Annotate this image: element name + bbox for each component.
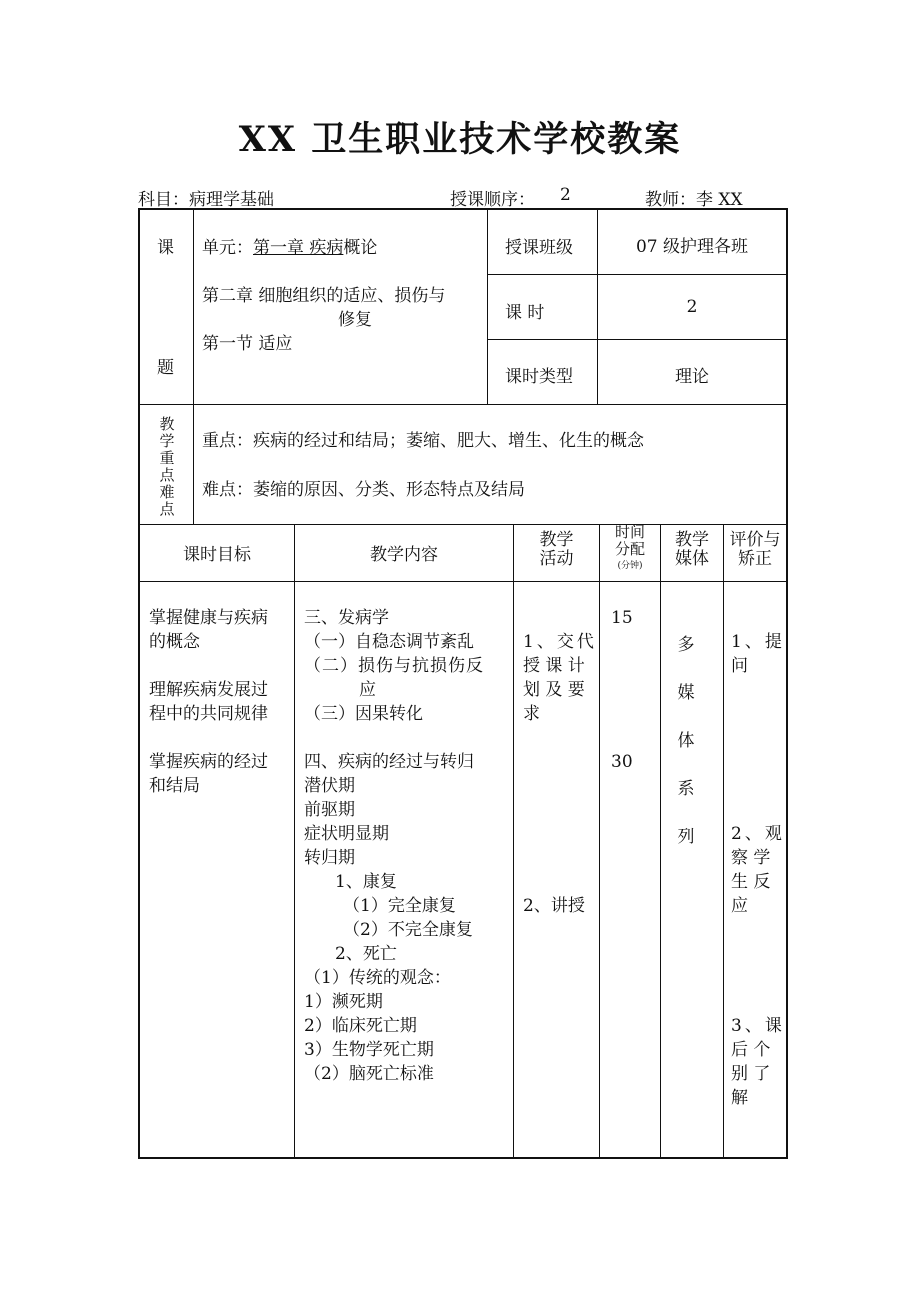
rule-topic-right-2 (487, 339, 786, 340)
content-line: 2、死亡 (335, 944, 397, 964)
objective-line: 的概念 (149, 632, 200, 652)
activity-line: 求 (523, 704, 540, 724)
evaluation-line: 应 (731, 896, 748, 916)
content-line: 三、发病学 (304, 608, 389, 628)
content-line: （1）完全康复 (343, 896, 456, 916)
evaluation-line: 后 个 (731, 1040, 771, 1060)
keypoints-difficult: 难点：萎缩的原因、分类、形态特点及结局 (202, 480, 525, 500)
rule-after-column-header (140, 581, 786, 582)
media-char: 媒 (677, 683, 695, 703)
evaluation-line: 3、课 (731, 1016, 785, 1036)
class-value: 07 级护理各班 (635, 237, 749, 257)
evaluation-line: 察 学 (731, 848, 771, 868)
page-title: XX 卫生职业技术学校教案 (238, 119, 682, 160)
chapter2-line1: 第二章 细胞组织的适应、损伤与 (202, 286, 446, 306)
keypoints-label-char: 点 (159, 466, 175, 484)
col-objectives: 课时目标 (183, 545, 251, 565)
rule-label-column (193, 210, 194, 524)
evaluation-line: 2、观 (731, 824, 785, 844)
time-value: 30 (611, 752, 633, 772)
col-evaluation: 评价与 矫正 (729, 530, 781, 569)
keypoints-key: 重点：疾病的经过和结局；萎缩、肥大、增生、化生的概念 (202, 431, 644, 451)
rule-topic-middle (487, 210, 488, 404)
content-line: （1）传统的观念： (304, 968, 451, 988)
rule-activity (599, 524, 600, 1157)
activity-line: 1、交代 (523, 632, 597, 652)
activity-line: 2、讲授 (523, 896, 585, 916)
objective-line: 掌握疾病的经过 (149, 752, 268, 772)
type-label: 课时类型 (505, 367, 573, 387)
media-char: 体 (677, 731, 695, 751)
rule-media (723, 524, 724, 1157)
col-time: 时间 分配 (分钟) (614, 523, 645, 571)
hours-value: 2 (686, 297, 698, 317)
content-line: 应 (359, 680, 376, 700)
hours-label: 课 时 (505, 303, 545, 323)
keypoints-label (157, 416, 177, 518)
lesson-plan-table (138, 208, 788, 1159)
content-line: （一）自稳态调节紊乱 (304, 632, 474, 652)
objective-line: 程中的共同规律 (149, 704, 268, 724)
activity-line: 划 及 要 (523, 680, 585, 700)
col-media: 教学 媒体 (675, 530, 709, 569)
content-line: 3）生物学死亡期 (304, 1040, 434, 1060)
unit-line: 单元：第一章 疾病概论 (202, 238, 378, 258)
col-content: 教学内容 (370, 545, 438, 565)
keypoints-label-char: 难 (159, 483, 175, 501)
content-line: （2）脑死亡标准 (304, 1064, 434, 1084)
time-value: 15 (611, 608, 633, 628)
content-line: 2）临床死亡期 (304, 1016, 417, 1036)
section-line: 第一节 适应 (202, 334, 293, 354)
evaluation-line: 别 了 (731, 1064, 771, 1084)
evaluation-line: 1、提 (731, 632, 785, 652)
content-line: 潜伏期 (304, 776, 355, 796)
keypoints-label-char: 学 (159, 432, 175, 450)
content-line: 1、康复 (335, 872, 397, 892)
content-line: 前驱期 (304, 800, 355, 820)
media-char: 系 (677, 779, 695, 799)
topic-label-bottom: 题 (157, 358, 174, 378)
rule-after-keypoints (140, 524, 786, 525)
objective-line: 掌握健康与疾病 (149, 608, 268, 628)
media-char: 多 (677, 635, 695, 655)
content-line: 1）濒死期 (304, 992, 383, 1012)
keypoints-label-char: 教 (159, 415, 175, 433)
rule-after-topic (140, 404, 786, 405)
keypoints-label-char: 点 (159, 500, 175, 518)
lesson-order-value: 2 (560, 185, 571, 205)
col-activity: 教学 活动 (539, 530, 574, 569)
topic-label-top: 课 (157, 238, 174, 258)
lesson-order-label: 授课顺序： (450, 190, 535, 210)
content-line: （2）不完全康复 (343, 920, 473, 940)
evaluation-line: 解 (731, 1088, 748, 1108)
content-line: （二）损伤与抗损伤反 (304, 656, 484, 676)
type-value: 理论 (675, 367, 709, 387)
rule-objectives (294, 524, 295, 1157)
unit-chapter-link: 第一章 疾病 (253, 238, 344, 258)
objective-line: 和结局 (149, 776, 200, 796)
media-char: 列 (677, 827, 695, 847)
rule-content (513, 524, 514, 1157)
class-label: 授课班级 (505, 238, 573, 258)
subject-label: 科目：病理学基础 (138, 190, 274, 210)
content-line: 四、疾病的经过与转归 (304, 752, 474, 772)
keypoints-label-char: 重 (159, 449, 175, 467)
content-line: 症状明显期 (304, 824, 389, 844)
objective-line: 理解疾病发展过 (149, 680, 268, 700)
chapter2-line2: 修复 (338, 310, 372, 330)
evaluation-line: 生 反 (731, 872, 771, 892)
rule-topic-right-1 (487, 274, 786, 275)
content-line: 转归期 (304, 848, 355, 868)
activity-line: 授 课 计 (523, 656, 585, 676)
evaluation-line: 问 (731, 656, 748, 676)
teacher-label: 教师：李 XX (645, 190, 743, 210)
content-line: （三）因果转化 (304, 704, 423, 724)
